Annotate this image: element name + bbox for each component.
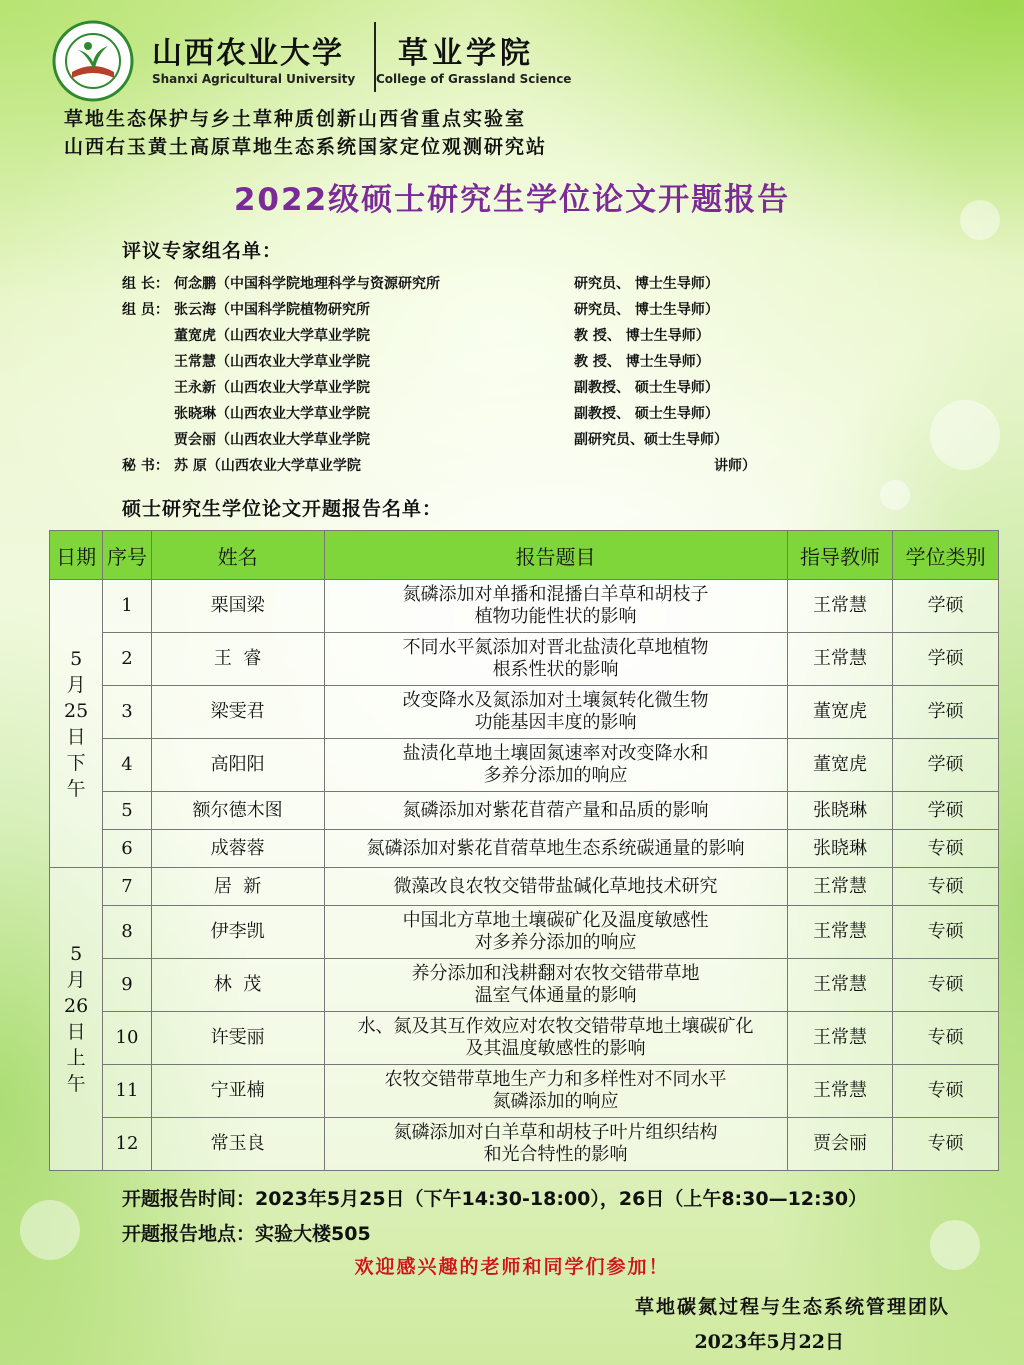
committee-member [122, 273, 772, 295]
table-row [50, 1012, 999, 1065]
committee-member [122, 299, 772, 321]
student-name-cell: 林 茂 [151, 959, 324, 1012]
advisor-cell: 王常慧 [787, 959, 893, 1012]
committee-member [122, 325, 772, 347]
member-rank: 研究员、 博士生导师） [574, 302, 719, 318]
university-name-en: Shanxi Agricultural University [152, 72, 356, 86]
degree-type-cell: 专硕 [893, 1118, 999, 1171]
student-name-cell: 梁雯君 [151, 686, 324, 739]
university-seal-icon [52, 20, 134, 102]
topic-cell: 氮磷添加对紫花苜蓿草地生态系统碳通量的影响 [324, 830, 787, 868]
row-number-cell: 5 [103, 792, 151, 830]
advisor-cell: 王常慧 [787, 906, 893, 959]
col-header-advisor: 指导教师 [787, 531, 893, 580]
member-role: 组 长： [122, 276, 169, 292]
topic-cell: 氮磷添加对紫花苜蓿产量和品质的影响 [324, 792, 787, 830]
university-name-cn: 山西农业大学 [152, 36, 344, 71]
member-rank: 副研究员、硕士生导师） [574, 432, 728, 448]
table-row [50, 1065, 999, 1118]
team-name: 草地碳氮过程与生态系统管理团队 [634, 1296, 950, 1318]
bokeh-decoration [930, 400, 1000, 470]
advisor-cell: 张晓琳 [787, 792, 893, 830]
row-number-cell: 8 [103, 906, 151, 959]
advisor-cell: 王常慧 [787, 868, 893, 906]
member-name: 王常慧（山西农业大学草业学院 [174, 354, 370, 370]
topic-cell: 不同水平氮添加对晋北盐渍化草地植物 根系性状的影响 [324, 633, 787, 686]
topic-cell: 水、氮及其互作效应对农牧交错带草地土壤碳矿化 及其温度敏感性的影响 [324, 1012, 787, 1065]
topic-cell: 氮磷添加对单播和混播白羊草和胡枝子 植物功能性状的影响 [324, 580, 787, 633]
topic-cell: 微藻改良农牧交错带盐碱化草地技术研究 [324, 868, 787, 906]
degree-type-cell: 学硕 [893, 792, 999, 830]
member-rank: 副教授、 硕士生导师） [574, 380, 719, 396]
row-number-cell: 11 [103, 1065, 151, 1118]
report-place: 开题报告地点：实验大楼505 [122, 1223, 371, 1245]
student-name-cell: 王 睿 [151, 633, 324, 686]
degree-type-cell: 专硕 [893, 1012, 999, 1065]
row-number-cell: 12 [103, 1118, 151, 1171]
col-header-name: 姓名 [151, 531, 324, 580]
advisor-cell: 董宽虎 [787, 739, 893, 792]
topic-cell: 养分添加和浅耕翻对农牧交错带草地 温室气体通量的影响 [324, 959, 787, 1012]
member-name: 何念鹏（中国科学院地理科学与资源研究所 [174, 276, 440, 292]
topic-cell: 氮磷添加对白羊草和胡枝子叶片组织结构 和光合特性的影响 [324, 1118, 787, 1171]
schedule-table [49, 530, 999, 1171]
row-number-cell: 10 [103, 1012, 151, 1065]
advisor-cell: 贾会丽 [787, 1118, 893, 1171]
lab-name-1: 草地生态保护与乡土草种质创新山西省重点实验室 [64, 108, 527, 130]
member-rank: 副教授、 硕士生导师） [574, 406, 719, 422]
table-row [50, 686, 999, 739]
committee-member [122, 429, 772, 451]
row-number-cell: 7 [103, 868, 151, 906]
page-title: 2022级硕士研究生学位论文开题报告 [233, 182, 791, 218]
topic-cell: 中国北方草地土壤碳矿化及温度敏感性 对多养分添加的响应 [324, 906, 787, 959]
row-number-cell: 3 [103, 686, 151, 739]
student-name-cell: 常玉良 [151, 1118, 324, 1171]
table-row [50, 868, 999, 906]
row-number-cell: 4 [103, 739, 151, 792]
table-row [50, 739, 999, 792]
degree-type-cell: 专硕 [893, 868, 999, 906]
advisor-cell: 张晓琳 [787, 830, 893, 868]
topic-cell: 盐渍化草地土壤固氮速率对改变降水和 多养分添加的响应 [324, 739, 787, 792]
student-name-cell: 成蓉蓉 [151, 830, 324, 868]
committee-heading: 评议专家组名单： [122, 240, 283, 262]
table-row [50, 633, 999, 686]
member-name: 苏 原（山西农业大学草业学院 [174, 458, 361, 474]
degree-type-cell: 专硕 [893, 959, 999, 1012]
table-row [50, 1118, 999, 1171]
row-number-cell: 1 [103, 580, 151, 633]
topic-cell: 改变降水及氮添加对土壤氮转化微生物 功能基因丰度的影响 [324, 686, 787, 739]
member-name: 贾会丽（山西农业大学草业学院 [174, 432, 370, 448]
date-cell: 5 月 25 日 下 午 [50, 580, 103, 868]
row-number-cell: 6 [103, 830, 151, 868]
advisor-cell: 王常慧 [787, 1012, 893, 1065]
student-name-cell: 宁亚楠 [151, 1065, 324, 1118]
welcome-message: 欢迎感兴趣的老师和同学们参加！ [354, 1256, 670, 1278]
table-row [50, 830, 999, 868]
lab-name-2: 山西右玉黄土高原草地生态系统国家定位观测研究站 [64, 136, 548, 158]
degree-type-cell: 学硕 [893, 580, 999, 633]
advisor-cell: 王常慧 [787, 633, 893, 686]
student-name-cell: 栗国梁 [151, 580, 324, 633]
col-header-degree: 学位类别 [893, 531, 999, 580]
page-header [52, 14, 572, 104]
member-name: 张晓琳（山西农业大学草业学院 [174, 406, 370, 422]
member-rank: 讲师） [714, 458, 756, 474]
advisor-cell: 王常慧 [787, 580, 893, 633]
table-row [50, 959, 999, 1012]
degree-type-cell: 专硕 [893, 1065, 999, 1118]
college-name-cn: 草业学院 [398, 36, 534, 71]
table-row [50, 580, 999, 633]
report-time: 开题报告时间：2023年5月25日（下午14:30-18:00），26日（上午8:30—12:30） [122, 1188, 868, 1210]
col-header-topic: 报告题目 [324, 531, 787, 580]
row-number-cell: 9 [103, 959, 151, 1012]
advisor-cell: 王常慧 [787, 1065, 893, 1118]
table-row [50, 906, 999, 959]
member-rank: 教 授、 博士生导师） [574, 354, 710, 370]
col-header-no: 序号 [103, 531, 151, 580]
student-name-cell: 额尔德木图 [151, 792, 324, 830]
committee-member [122, 377, 772, 399]
col-header-date: 日期 [50, 531, 103, 580]
advisor-cell: 董宽虎 [787, 686, 893, 739]
degree-type-cell: 学硕 [893, 686, 999, 739]
table-header-row [50, 531, 999, 580]
student-name-cell: 伊李凯 [151, 906, 324, 959]
member-rank: 教 授、 博士生导师） [574, 328, 710, 344]
student-name-cell: 高阳阳 [151, 739, 324, 792]
schedule-heading: 硕士研究生学位论文开题报告名单： [122, 498, 443, 520]
member-role: 秘 书： [122, 458, 169, 474]
row-number-cell: 2 [103, 633, 151, 686]
member-name: 王永新（山西农业大学草业学院 [174, 380, 370, 396]
member-role: 组 员： [122, 302, 169, 318]
topic-cell: 农牧交错带草地生产力和多样性对不同水平 氮磷添加的响应 [324, 1065, 787, 1118]
member-name: 张云海（中国科学院植物研究所 [174, 302, 370, 318]
degree-type-cell: 专硕 [893, 906, 999, 959]
degree-type-cell: 学硕 [893, 739, 999, 792]
table-row [50, 792, 999, 830]
bokeh-decoration [880, 480, 910, 510]
degree-type-cell: 专硕 [893, 830, 999, 868]
committee-member [122, 403, 772, 425]
date-cell: 5 月 26 日 上 午 [50, 868, 103, 1171]
committee-member [122, 455, 772, 477]
college-name-en: College of Grassland Science [376, 72, 572, 86]
student-name-cell: 居 新 [151, 868, 324, 906]
member-rank: 研究员、 博士生导师） [574, 276, 719, 292]
bokeh-decoration [20, 1200, 80, 1260]
degree-type-cell: 学硕 [893, 633, 999, 686]
publish-date: 2023年5月22日 [694, 1331, 844, 1353]
member-name: 董宽虎（山西农业大学草业学院 [174, 328, 370, 344]
committee-member [122, 351, 772, 373]
student-name-cell: 许雯丽 [151, 1012, 324, 1065]
